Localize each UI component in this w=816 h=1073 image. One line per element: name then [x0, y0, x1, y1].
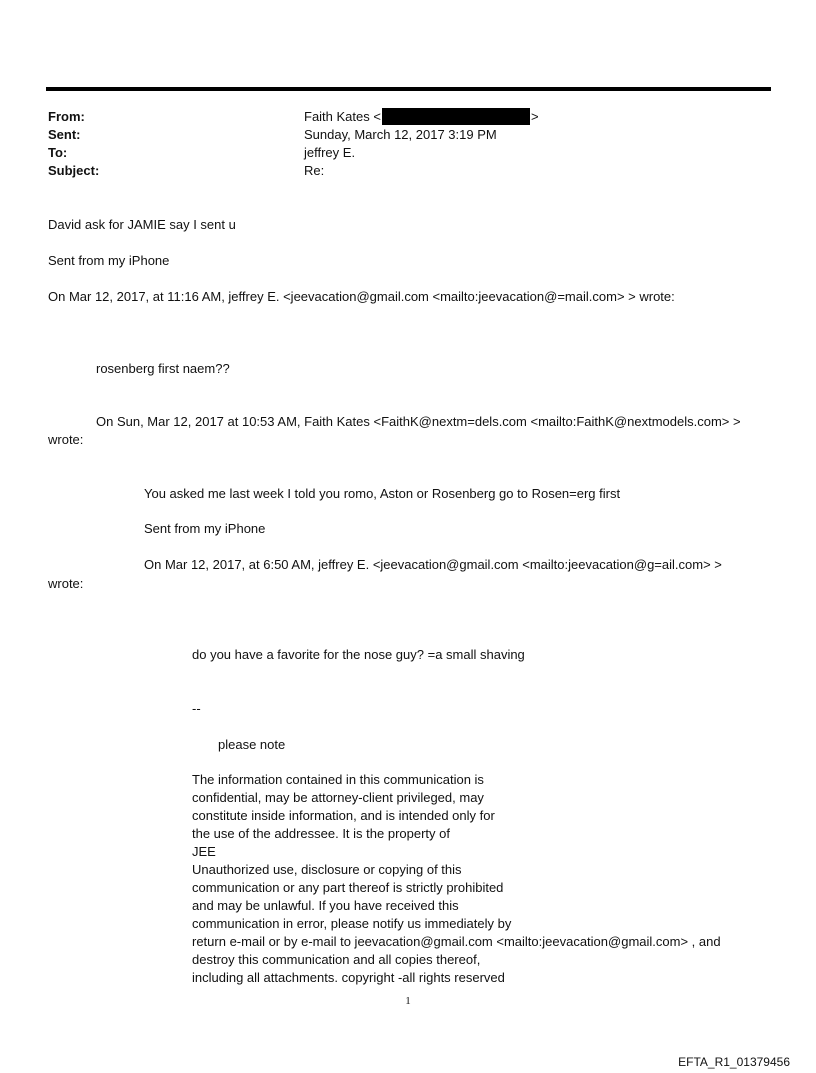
- page-number: 1: [405, 995, 411, 1007]
- disclaimer-line: The information contained in this communication is: [192, 772, 484, 787]
- disclaimer-line: the use of the addressee. It is the property of: [192, 826, 450, 841]
- quoted-text: rosenberg first naem??: [96, 361, 230, 376]
- disclaimer-line: confidential, may be attorney-client privileged, may: [192, 790, 484, 805]
- disclaimer-line: return e-mail or by e-mail to jeevacation@gmail.com <mailto:jeevacation@gmail.com> , and: [192, 934, 721, 949]
- sender-name: Faith Kates <: [304, 109, 381, 124]
- from-label: From:: [48, 109, 85, 124]
- signature: Sent from my iPhone: [144, 521, 266, 536]
- quote-wrote: wrote:: [48, 576, 84, 591]
- from-value: [304, 108, 539, 126]
- disclaimer-line: destroy this communication and all copies thereof,: [192, 952, 481, 967]
- quote-header: On Mar 12, 2017, at 6:50 AM, jeffrey E. <jeevacation@gmail.com <mailto:jeevacation@g=ail.com> >: [144, 557, 722, 572]
- quoted-text: You asked me last week I told you romo, Aston or Rosenberg go to Rosen=erg first: [144, 486, 621, 501]
- subject-label: Subject:: [48, 163, 100, 178]
- to-row: [48, 144, 356, 162]
- disclaimer-line: JEE: [192, 844, 216, 859]
- subject-value: Re:: [304, 163, 325, 178]
- signature: Sent from my iPhone: [48, 253, 170, 268]
- subject-row: [48, 162, 325, 180]
- sent-row: [48, 126, 497, 144]
- document-id: EFTA_R1_01379456: [678, 1055, 790, 1069]
- body-line: David ask for JAMIE say I sent u: [48, 217, 236, 232]
- disclaimer-line: Unauthorized use, disclosure or copying of this: [192, 862, 462, 877]
- to-label: To:: [48, 145, 68, 160]
- disclaimer-line: constitute inside information, and is intended only for: [192, 808, 495, 823]
- from-row: [48, 108, 539, 126]
- to-value: jeffrey E.: [304, 145, 356, 160]
- disclaimer-line: and may be unlawful. If you have received this: [192, 898, 459, 913]
- disclaimer-line: including all attachments. copyright -all rights reserved: [192, 970, 505, 985]
- sent-value: Sunday, March 12, 2017 3:19 PM: [304, 127, 497, 142]
- header-rule: [46, 87, 771, 91]
- quote-wrote: wrote:: [48, 432, 84, 447]
- redaction-box: [382, 108, 530, 125]
- please-note: please note: [218, 737, 286, 752]
- quote-header: On Sun, Mar 12, 2017 at 10:53 AM, Faith Kates <FaithK@nextm=dels.com <mailto:FaithK@nextmodels.com> >: [96, 414, 741, 429]
- sender-close: >: [530, 109, 539, 124]
- signature-dashes: --: [192, 701, 201, 716]
- quote-header: On Mar 12, 2017, at 11:16 AM, jeffrey E. <jeevacation@gmail.com <mailto:jeevacation@=mail.com> > wrote:: [48, 289, 675, 304]
- disclaimer-line: communication or any part thereof is strictly prohibited: [192, 880, 504, 895]
- sent-label: Sent:: [48, 127, 81, 142]
- quoted-text: do you have a favorite for the nose guy? =a small shaving: [192, 647, 525, 662]
- disclaimer-line: communication in error, please notify us immediately by: [192, 916, 512, 931]
